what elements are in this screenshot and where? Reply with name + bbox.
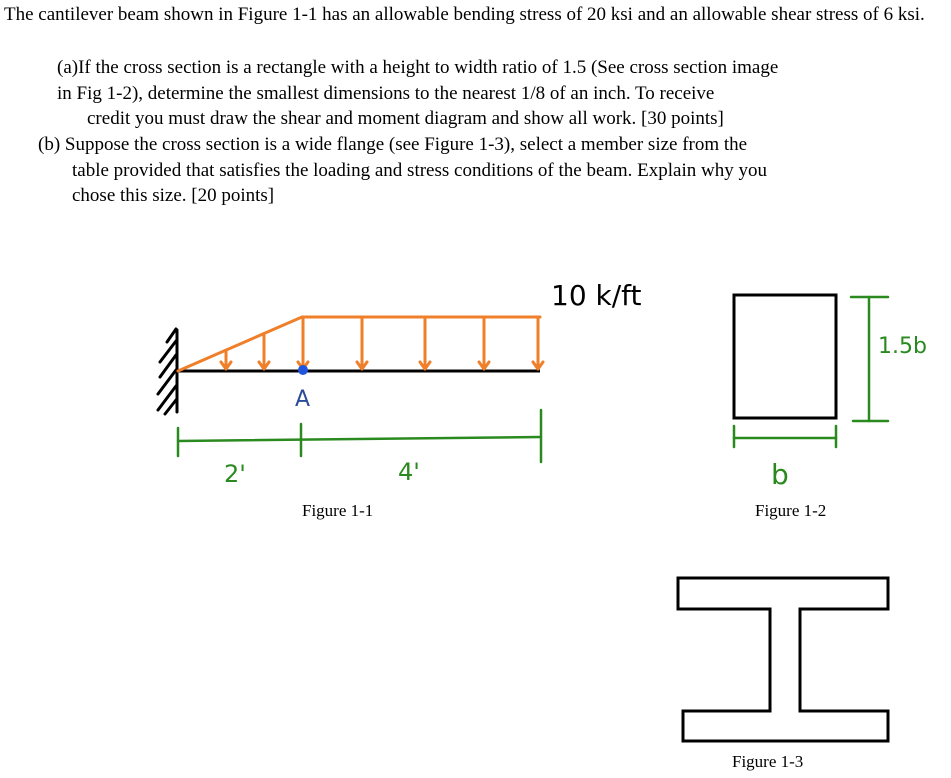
load-arrow bbox=[479, 317, 489, 369]
point-a-marker bbox=[298, 365, 308, 375]
height-label: 1.5b bbox=[878, 334, 927, 359]
problem-intro-text: The cantilever beam shown in Figure 1-1 has an allowable bending stress of 20 ksi and an allowable shear stress of 6 ksi. bbox=[4, 4, 925, 25]
figure-1-1-caption: Figure 1-1 bbox=[302, 501, 374, 520]
part-a-line-1: (a)If the cross section is a rectangle with a height to width ratio of 1.5 (See cross section image bbox=[57, 57, 779, 78]
load-arrow bbox=[533, 317, 543, 369]
part-a-line-2: in Fig 1-2), determine the smallest dimensions to the nearest 1/8 of an inch. To receive bbox=[57, 82, 715, 104]
dimension-lines bbox=[178, 410, 541, 462]
part-b-line-2: table provided that satisfies the loading and stress conditions of the beam. Explain why you bbox=[72, 159, 767, 181]
rectangular-section bbox=[734, 295, 836, 418]
width-dimension bbox=[734, 426, 836, 447]
load-arrow bbox=[420, 317, 430, 369]
dimension-left-label: 2' bbox=[224, 460, 246, 488]
wide-flange-section bbox=[678, 578, 888, 741]
load-arrow bbox=[298, 317, 308, 369]
width-label: b bbox=[771, 458, 789, 491]
height-dimension bbox=[851, 297, 888, 421]
load-arrow bbox=[259, 334, 269, 369]
figure-1-2 bbox=[734, 295, 927, 491]
fixed-support-wall bbox=[158, 329, 177, 414]
part-b-line-3: chose this size. [20 points] bbox=[72, 185, 275, 206]
distributed-load bbox=[178, 317, 543, 371]
dimension-right-label: 4' bbox=[398, 458, 420, 486]
point-a-label: A bbox=[295, 387, 311, 412]
part-a-line-3: credit you must draw the shear and moment diagram and show all work. [30 points] bbox=[87, 108, 724, 129]
part-b-line-1: (b) Suppose the cross section is a wide flange (see Figure 1-3), select a member size from the bbox=[38, 134, 748, 155]
figure-1-2-caption: Figure 1-2 bbox=[755, 501, 827, 520]
load-arrow bbox=[357, 317, 367, 369]
figure-1-3-caption: Figure 1-3 bbox=[732, 752, 804, 771]
load-magnitude-label: 10 k/ft bbox=[551, 279, 642, 312]
